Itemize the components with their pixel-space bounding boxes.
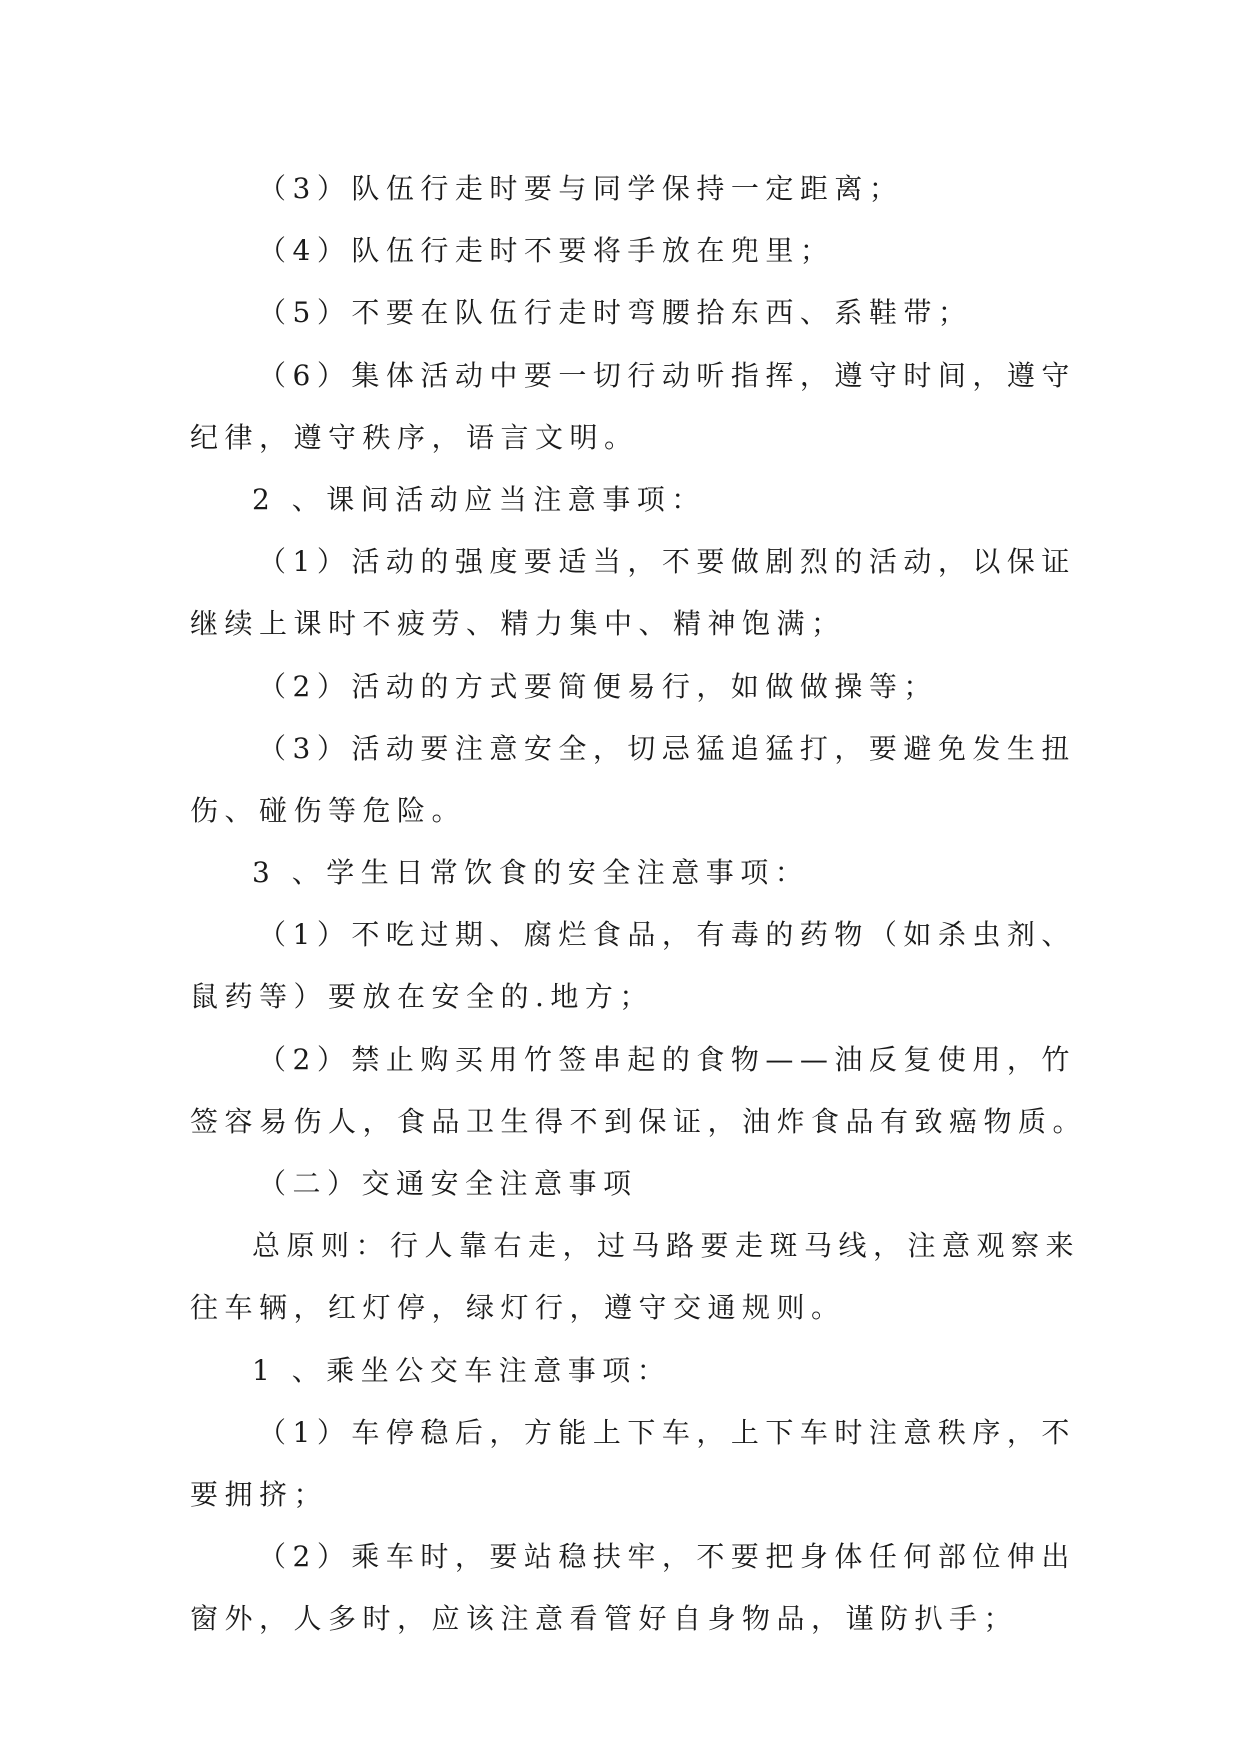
paragraph-line: 签容易伤人，食品卫生得不到保证，油炸食品有致癌物质。	[190, 1104, 1088, 1138]
paragraph-line: 总原则：行人靠右走，过马路要走斑马线，注意观察来	[252, 1229, 1081, 1263]
paragraph-line: （2）乘车时，要站稳扶牢，不要把身体任何部位伸出	[258, 1540, 1076, 1574]
document-body	[190, 158, 1088, 1651]
paragraph-line: 伤、碰伤等危险。	[190, 793, 467, 827]
paragraph-line: 鼠药等）要放在安全的.地方；	[190, 980, 654, 1014]
paragraph-line: （5）不要在队伍行走时弯腰拾东西、系鞋带；	[258, 296, 973, 330]
paragraph-line: （3）活动要注意安全，切忌猛追猛打，要避免发生扭	[258, 731, 1076, 765]
paragraph-line: （2）禁止购买用竹签串起的食物——油反复使用，竹	[258, 1042, 1076, 1076]
paragraph-line: （6）集体活动中要一切行动听指挥，遵守时间，遵守	[258, 358, 1076, 392]
paragraph-line: （1）车停稳后，方能上下车，上下车时注意秩序，不	[258, 1415, 1076, 1449]
paragraph-line: （4）队伍行走时不要将手放在兜里；	[258, 234, 835, 268]
section-heading: 1 、乘坐公交车注意事项：	[252, 1353, 672, 1387]
paragraph-line: 窗外，人多时，应该注意看管好自身物品，谨防扒手；	[190, 1602, 1019, 1636]
paragraph-line: 纪律，遵守秩序，语言文明。	[190, 420, 639, 454]
paragraph-line: （1）活动的强度要适当，不要做剧烈的活动，以保证	[258, 545, 1076, 579]
paragraph-line: 往车辆，红灯停，绿灯行，遵守交通规则。	[190, 1291, 846, 1325]
section-heading: （二）交通安全注意事项	[258, 1167, 638, 1200]
section-heading: 2 、课间活动应当注意事项：	[252, 482, 706, 516]
paragraph-line: 继续上课时不疲劳、精力集中、精神饱满；	[190, 607, 846, 641]
section-heading: 3 、学生日常饮食的安全注意事项：	[252, 856, 810, 890]
paragraph-line: 要拥挤；	[190, 1477, 329, 1511]
paragraph-line: （1）不吃过期、腐烂食品，有毒的药物（如杀虫剂、	[258, 918, 1076, 952]
paragraph-line: （3）队伍行走时要与同学保持一定距离；	[258, 172, 904, 205]
paragraph-line: （2）活动的方式要简便易行，如做做操等；	[258, 669, 938, 703]
